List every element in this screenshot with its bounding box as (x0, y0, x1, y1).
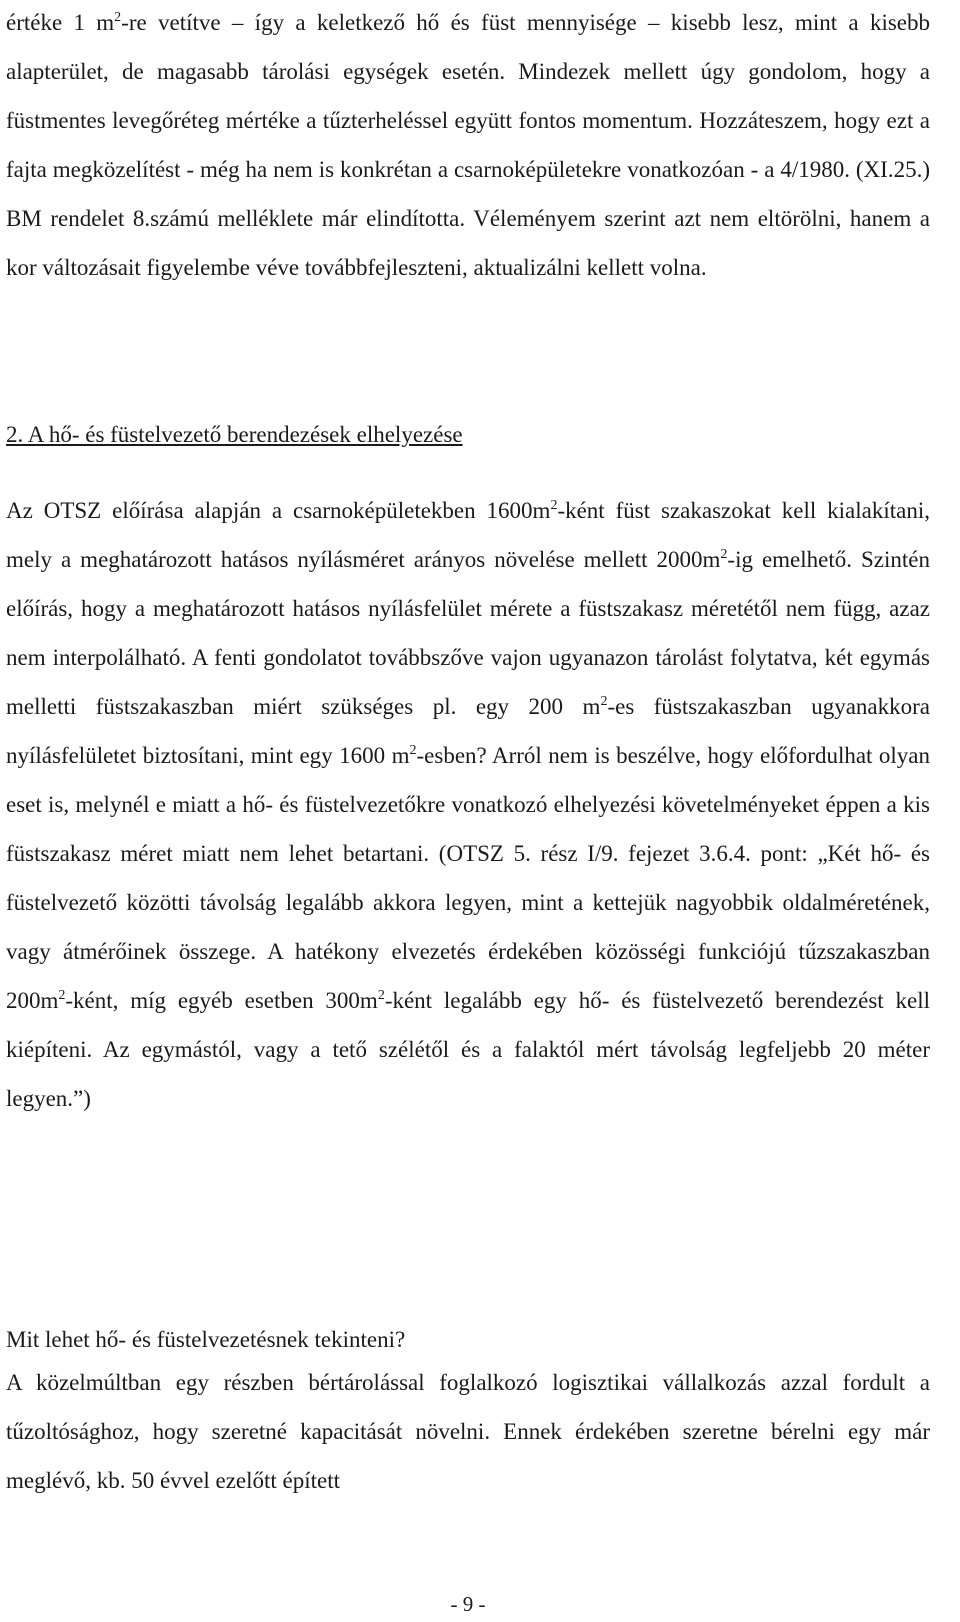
superscript: 2 (600, 694, 608, 709)
page-number: - 9 - (450, 1592, 486, 1616)
superscript: 2 (377, 988, 385, 1003)
superscript: 2 (114, 10, 122, 25)
text-run: -esben? Arról nem is beszélve, hogy előfordulhat olyan eset is, melynél e miatt a hő- és füstelvezetőkre vonatkozó elhelyezési követelményeket éppen a kis füstszakasz méret miatt nem lehet betartani. (OTSZ 5. rész I/9. fejezet 3.6.4. pont: „Két hő- és füstelvezető közötti távolság legalább akkora legyen, mint a kettejük nagyobbik oldalméretének, vagy átmérőinek összege. A hatékony elvezetés érdekében közösségi funkciójú tűzszakaszban 200m (6, 743, 931, 1013)
section-heading: 2. A hő- és füstelvezető berendezések elhelyezése (6, 422, 463, 447)
text-run: -ként füst szakaszokat kell kialakítani, mely a meghatározott hatásos nyílásméret arányos növelése mellett 2000m (6, 498, 930, 572)
body-paragraph: A közelmúltban egy részben bértárolással foglalkozó logisztikai vállalkozás azzal fordult a tűzoltósághoz, hogy szeretné kapacitását növelni. Ennek érdekében szeretne bérelni egy már meglévő, kb. 50 évvel ezelőtt épített (6, 1370, 930, 1493)
text-run: -ként legalább egy hő- és füstelvezető berendezést kell kiépíteni. Az egymástól, vagy a tető szélétől és a falaktól mért távolság legfeljebb 20 méter legyen.”) (6, 988, 931, 1111)
superscript: 2 (409, 743, 417, 758)
superscript: 2 (58, 988, 66, 1003)
text-run: -re vetítve – így a keletkező hő és füst mennyisége – kisebb lesz, mint a kisebb alapterület, de magasabb tárolási egységek esetén. Mindezek mellett úgy gondolom, hogy a füstmentes levegőréteg mértéke a tűzterheléssel együtt fontos momentum. Hozzáteszem, hogy ezt a fajta megközelítést - még ha nem is konkrétan a csarnoképületekre vonatkozóan - a 4/1980. (XI.25.) BM rendelet 8.számú melléklete már elindította. Véleményem szerint azt nem eltörölni, hanem a kor változásait figyelembe véve továbbfejleszteni, aktualizálni kellett volna. (6, 10, 930, 280)
text-run: értéke 1 m (6, 10, 115, 35)
question-line: Mit lehet hő- és füstelvezetésnek tekinteni? (6, 1327, 406, 1352)
body-paragraph (6, 486, 930, 1123)
text-run: Az OTSZ előírása alapján a csarnoképületekben 1600m (6, 498, 551, 523)
text-run: -ig emelhető. Szintén előírás, hogy a meghatározott hatásos nyílásfelület mérete a füstszakasz méretétől nem függ, azaz nem interpolálható. A fenti gondolatot továbbszőve vajon ugyanazon tárolást folytatva, két egymás melletti füstszakaszban miért szükséges pl. egy 200 m (6, 547, 930, 719)
text-run: -es füstszakaszban ugyanakkora nyílásfelületet biztosítani, mint egy 1600 m (6, 694, 930, 768)
body-paragraph (6, 0, 930, 292)
text-run: -ként, míg egyéb esetben 300m (65, 988, 378, 1013)
superscript: 2 (720, 547, 728, 562)
superscript: 2 (550, 498, 558, 513)
